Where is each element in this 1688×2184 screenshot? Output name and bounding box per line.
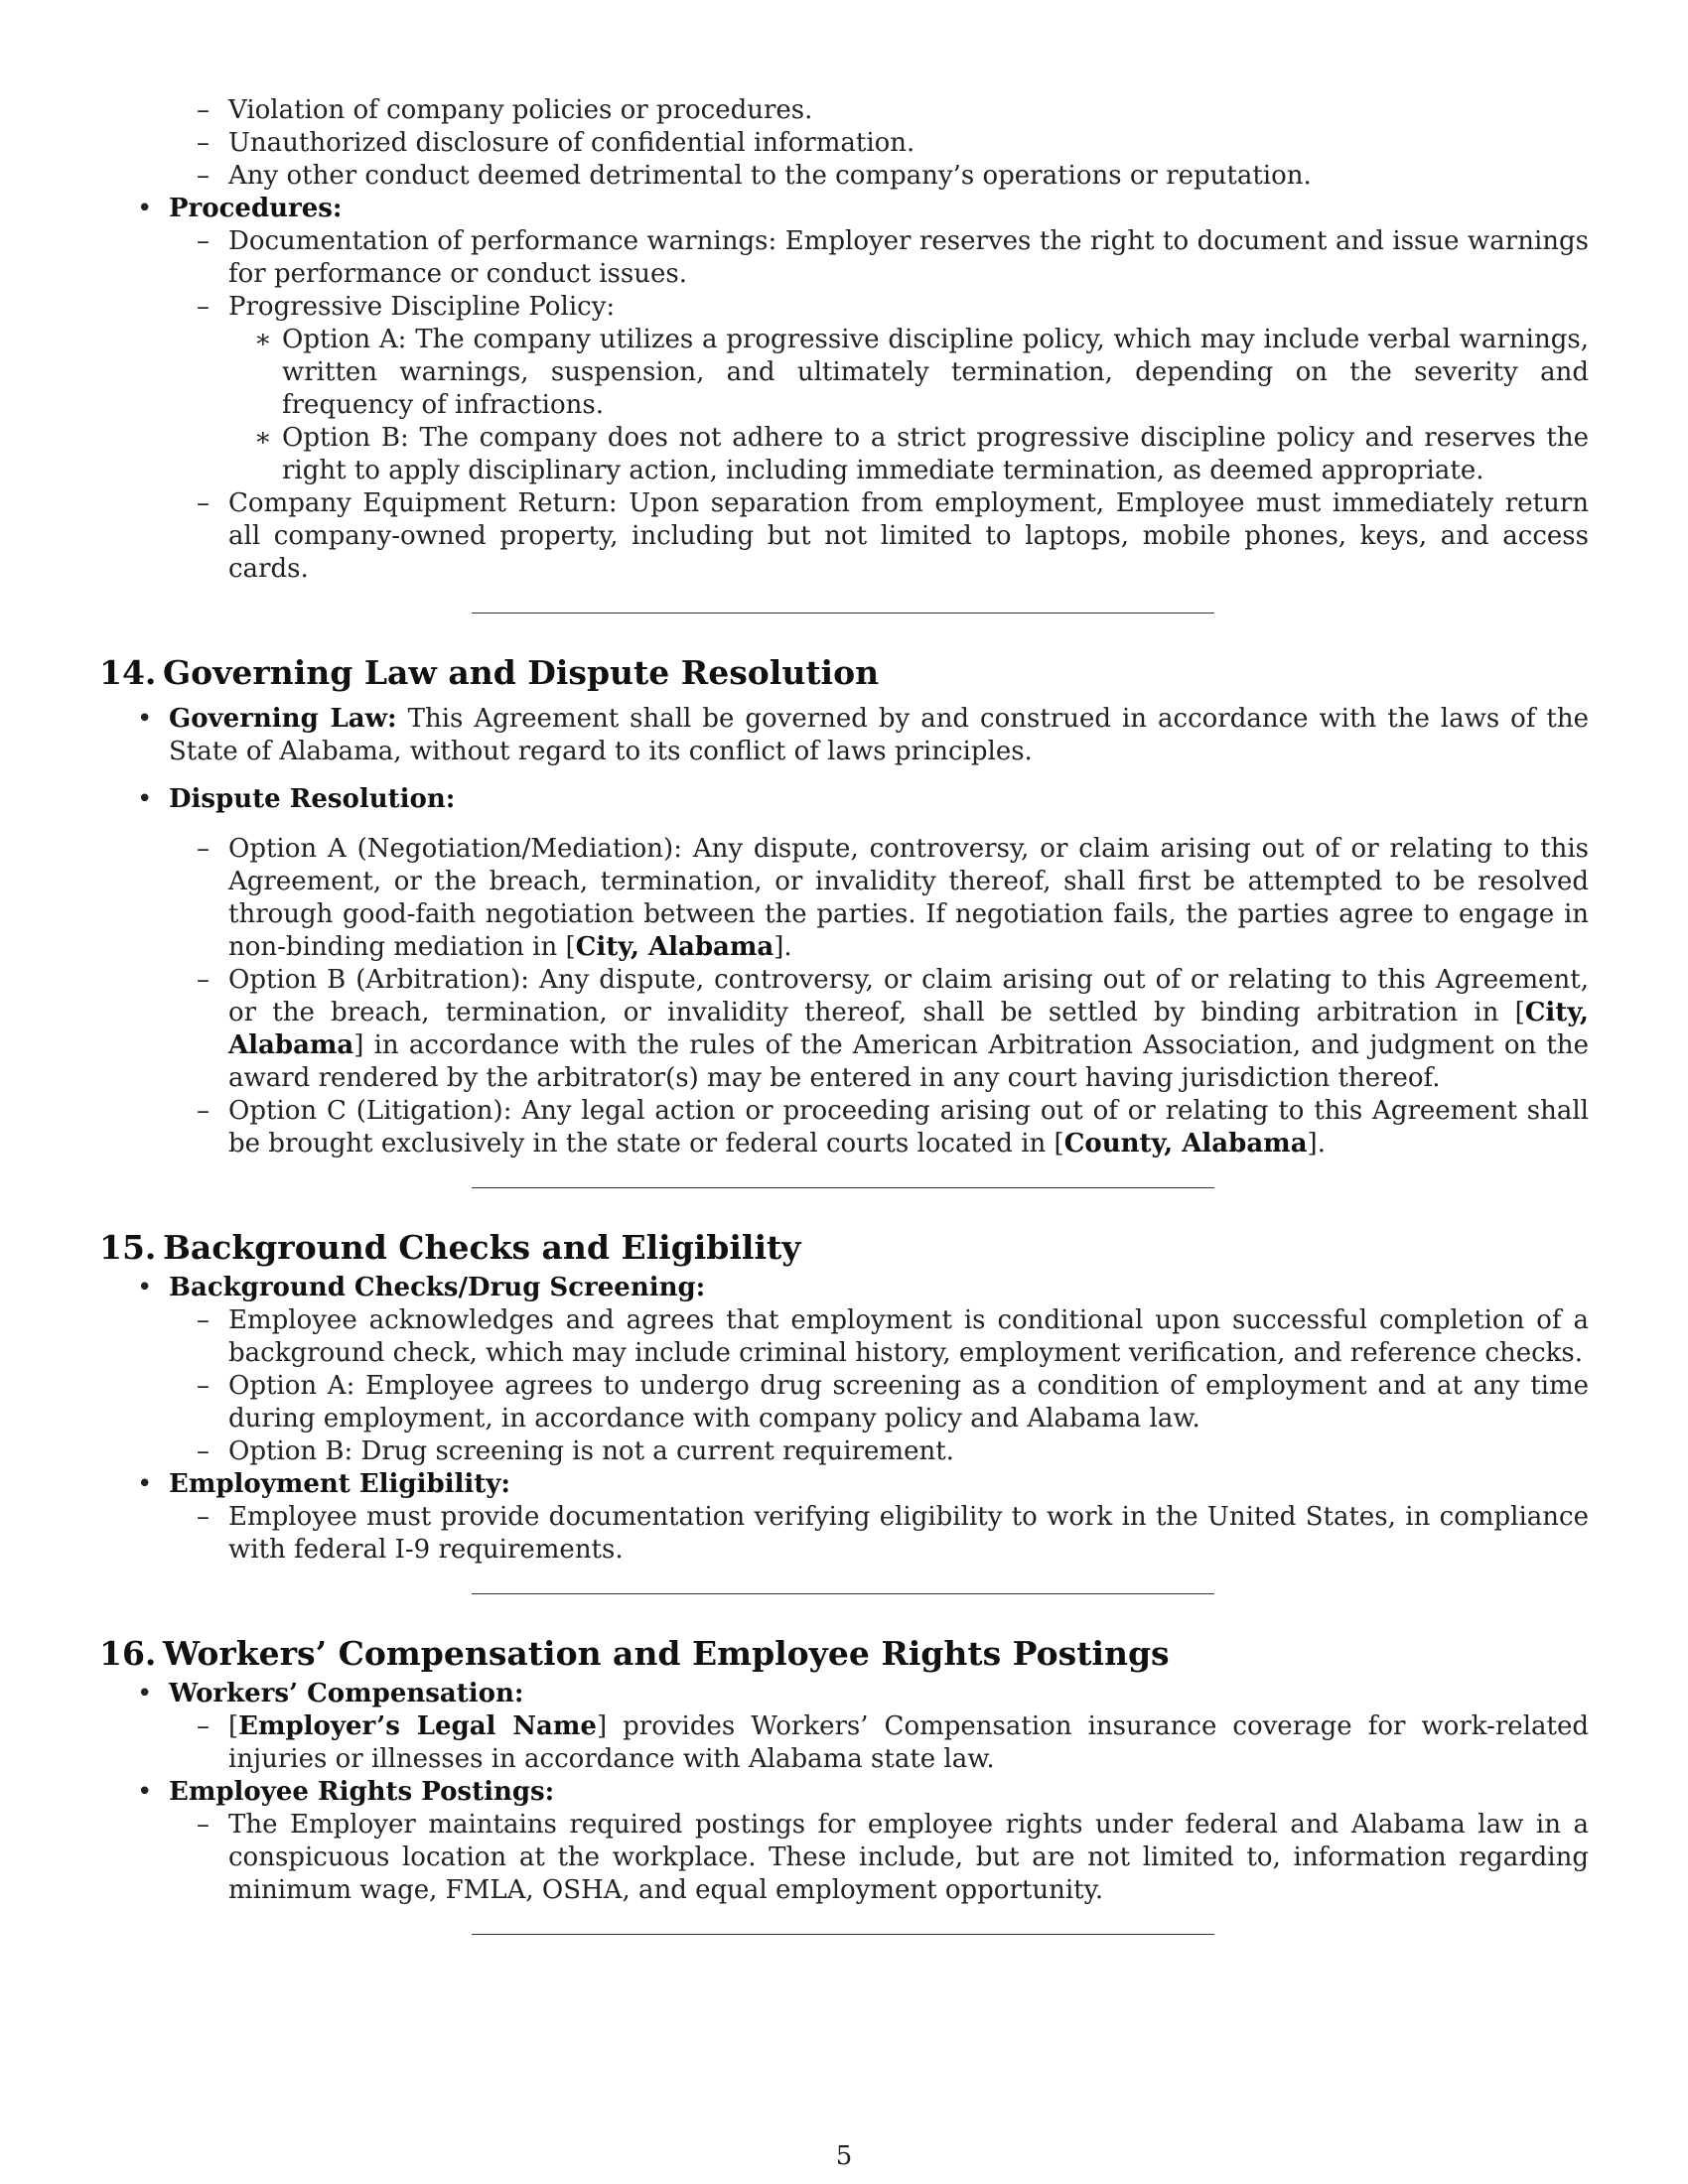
option-end: ]. — [1307, 1129, 1326, 1159]
option-text: Option B (Arbitration): Any dispute, controversy, or claim arising out of or relating to this Agreement, or the breach, termination, or invalidity thereof, shall be settled by binding arbitration in [ — [228, 965, 1589, 1027]
employment-eligibility-label: Employment Eligibility: — [169, 1469, 511, 1499]
employment-eligibility-item — [99, 1468, 1589, 1567]
carryover-list — [169, 94, 1589, 193]
progressive-label: Progressive Discipline Policy: — [228, 292, 616, 322]
procedures-item — [99, 193, 1589, 586]
list-item: ∗ Option B: The company does not adhere to a strict progressive discipline policy and reserves the right to apply disciplinary action, including immediate termination, as deemed appropriate. — [228, 422, 1589, 487]
option-end: ] in accordance with the rules of the American Arbitration Association, and judgment on the award rendered by the arbitrator(s) may be entered in any court having jurisdiction thereof. — [228, 1030, 1589, 1093]
procedures-list — [99, 193, 1589, 586]
list-item: – Company Equipment Return: Upon separation from employment, Employee must immediately return all company-owned property, including but not limited to laptops, mobile phones, keys, and access cards. — [169, 487, 1589, 586]
background-checks-item — [99, 1272, 1589, 1468]
background-checks-label: Background Checks/Drug Screening: — [169, 1273, 706, 1302]
list-item — [169, 833, 1589, 964]
workers-comp-item — [99, 1678, 1589, 1776]
list-item — [169, 964, 1589, 1095]
section-divider — [472, 1934, 1214, 1935]
section-14-heading — [99, 653, 1589, 693]
governing-law-item — [99, 703, 1589, 768]
list-item: – Documentation of performance warnings: Employer reserves the right to document and issue warnings for performance or conduct issues. — [169, 225, 1589, 291]
section-15-list — [99, 1272, 1589, 1567]
list-item: – Any other conduct deemed detrimental to the company’s operations or reputation. — [169, 160, 1589, 193]
employee-rights-label: Employee Rights Postings: — [169, 1777, 555, 1807]
page-number: 5 — [835, 2141, 853, 2171]
eligibility-sublist — [169, 1501, 1589, 1567]
placeholder-county: County, Alabama — [1063, 1129, 1308, 1159]
bracket-open: [ — [228, 1711, 239, 1741]
option-text: Option A (Negotiation/Mediation): Any dispute, controversy, or claim arising out of or relating to this Agreement, or the breach, termination, or invalidity thereof, shall first be attempted to be resolved through good-faith negotiation between the parties. If negotiation fails, the parties agree to engage in non-binding mediation in [ — [228, 834, 1589, 962]
section-15-heading — [99, 1228, 1589, 1268]
governing-law-label: Governing Law: — [169, 704, 397, 734]
list-item: – Violation of company policies or procedures. — [169, 94, 1589, 127]
dispute-resolution-item — [99, 783, 1589, 1160]
governing-law-text: This Agreement shall be governed by and construed in accordance with the laws of the State of Alabama, without regard to its conflict of laws principles. — [169, 704, 1590, 766]
section-number: 14. — [99, 653, 157, 692]
section-number: 16. — [99, 1634, 157, 1673]
list-item — [169, 1095, 1589, 1160]
section-number: 15. — [99, 1228, 157, 1267]
dispute-resolution-label: Dispute Resolution: — [169, 784, 456, 814]
list-item: – Unauthorized disclosure of confidential information. — [169, 127, 1589, 160]
section-title: Governing Law and Dispute Resolution — [163, 653, 880, 692]
list-item — [169, 1710, 1589, 1776]
list-item: ∗ Option A: The company utilizes a progressive discipline policy, which may include verbal warnings, written warnings, suspension, and ultimately termination, depending on the severity and frequency of infractions. — [228, 324, 1589, 422]
employee-rights-item — [99, 1776, 1589, 1907]
list-item: – Employee must provide documentation verifying eligibility to work in the United States, in compliance with federal I-9 requirements. — [169, 1501, 1589, 1567]
background-checks-sublist — [169, 1304, 1589, 1468]
placeholder-employer-name: Employer’s Legal Name — [238, 1711, 597, 1741]
employee-rights-sublist — [169, 1809, 1589, 1907]
workers-comp-text: ] provides Workers’ Compensation insurance coverage for work-related injuries or illnesses in accordance with Alabama state law. — [228, 1711, 1589, 1774]
placeholder-city: City, Alabama — [228, 998, 1589, 1060]
procedures-label: Procedures: — [169, 194, 343, 223]
section-title: Background Checks and Eligibility — [163, 1228, 801, 1267]
procedures-sublist — [169, 225, 1589, 586]
section-16-heading — [99, 1634, 1589, 1674]
placeholder-city: City, Alabama — [575, 932, 774, 962]
option-text: Option C (Litigation): Any legal action or proceeding arising out of or relating to this Agreement shall be brought exclusively in the state or federal courts located in [ — [228, 1096, 1589, 1159]
workers-comp-sublist — [169, 1710, 1589, 1776]
progressive-discipline-item — [169, 291, 1589, 487]
list-item: – The Employer maintains required postings for employee rights under federal and Alabama law in a conspicuous location at the workplace. These include, but are not limited to, information regarding minimum wage, FMLA, OSHA, and equal employment opportunity. — [169, 1809, 1589, 1907]
list-item: – Option B: Drug screening is not a current requirement. — [169, 1435, 1589, 1468]
list-item: – Option A: Employee agrees to undergo drug screening as a condition of employment and at any time during employment, in accordance with company policy and Alabama law. — [169, 1370, 1589, 1435]
workers-comp-label: Workers’ Compensation: — [169, 1679, 524, 1708]
progressive-options — [228, 324, 1589, 487]
option-end: ]. — [774, 932, 792, 962]
page-content — [99, 94, 1589, 1935]
section-14-list — [99, 703, 1589, 1160]
list-item: – Employee acknowledges and agrees that employment is conditional upon successful completion of a background check, which may include criminal history, employment verification, and reference checks. — [169, 1304, 1589, 1370]
section-title: Workers’ Compensation and Employee Rights Postings — [163, 1634, 1170, 1673]
section-16-list — [99, 1678, 1589, 1907]
dispute-options — [169, 833, 1589, 1160]
